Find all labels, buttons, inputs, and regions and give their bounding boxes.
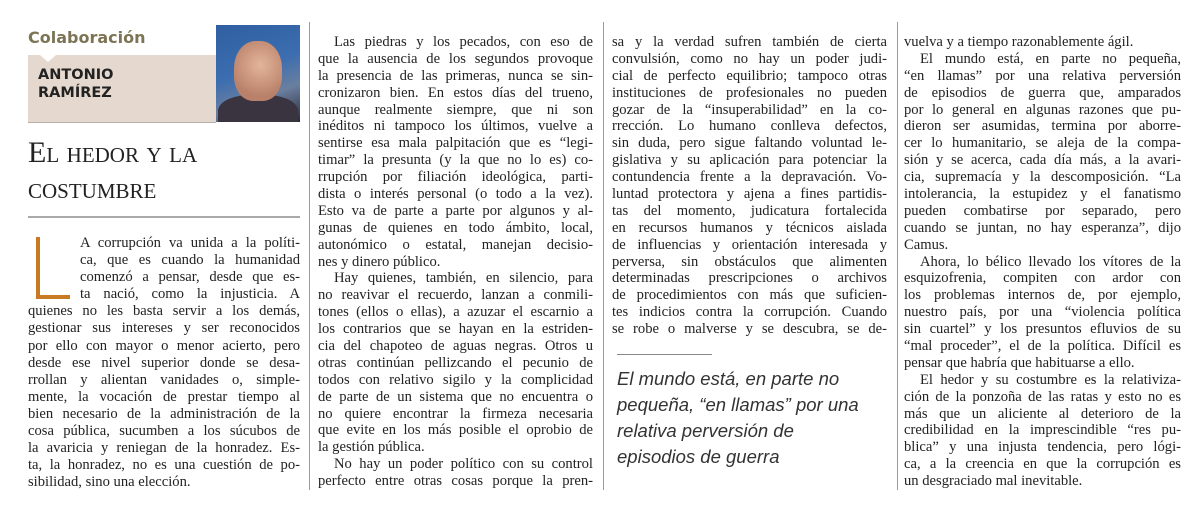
- text-line: determinadas prescripciones o archivos: [612, 270, 887, 287]
- text-line: Las piedras y los pecados, con eso de: [334, 34, 593, 50]
- text-line: sin duda, pero sigue faltando voluntad le-: [612, 135, 887, 152]
- text-line: Camus.: [904, 236, 949, 253]
- text-line: de episodios de guerra que, amparados: [904, 84, 1181, 101]
- text-line: nes y dinero público.: [318, 253, 441, 270]
- text-line: nuestro país, por una “violencia política: [904, 304, 1181, 321]
- text-line: rrollan y alientan vanidades o, simple-: [28, 371, 300, 388]
- text-line: de influencias y orientación interesada y: [612, 236, 887, 253]
- text-line: más que un aliciente al deterioro de la: [904, 405, 1181, 422]
- text-line: un desgraciado mal inevitable.: [904, 473, 1083, 490]
- column-rule: [309, 22, 310, 490]
- text-line: cer lo humanitario, se aleja de la compa-: [904, 135, 1181, 152]
- column-rule: [603, 22, 604, 490]
- text-line: gozar de la “insuperabilidad” en la co-: [612, 101, 887, 118]
- text-line: contundencia frente a la depravación. Vo-: [612, 169, 887, 186]
- text-line: cosa pública, sucumben a los súcubos de: [28, 423, 300, 440]
- paragraph: [318, 34, 593, 270]
- text-line: cuando se juntan, no hay esperanza”, dijo: [904, 219, 1181, 236]
- article-column-2: [318, 34, 593, 490]
- article-column-3: [612, 34, 887, 338]
- paragraph: [904, 372, 1181, 490]
- text-line: pueden combatirse por separado, pero: [904, 202, 1181, 219]
- text-line: gunas de quienes en todo ámbito, local,: [318, 219, 593, 236]
- text-line: ca, que es cuando la humanidad: [80, 252, 300, 269]
- text-line: El mundo está, en parte no pequeña,: [920, 50, 1181, 67]
- text-line: mente, la vocación de prestar tiempo al: [28, 388, 300, 405]
- paragraph: [904, 254, 1181, 372]
- text-line: credibilidad en la imprescindible “res pu-: [904, 422, 1181, 439]
- text-line: bien necesario de la administración de la: [28, 405, 300, 422]
- text-line: dieron ser asumidas, termina por aborre-: [904, 118, 1181, 135]
- text-line: rrección. Lo humano conlleva defectos,: [612, 118, 887, 135]
- text-line: gislativa y su aplicación para potenciar la: [612, 152, 887, 169]
- text-line: la gestión pública.: [318, 439, 425, 456]
- text-line: rrupción por filiación ideológica, parti-: [318, 169, 593, 186]
- text-line: esquizofrenia, compiten con ardor con: [904, 270, 1181, 287]
- text-line: cronizaron bien. En estos días del trueno,: [318, 84, 593, 101]
- title-line: El hedor y la: [28, 136, 198, 169]
- text-line: El hedor y su costumbre es la relativiza-: [920, 371, 1181, 388]
- text-line: autonómico o estatal, manejan decisio-: [318, 236, 593, 253]
- pull-quote-line: pequeña, “en llamas” por una: [617, 394, 859, 415]
- title-line: costumbre: [28, 172, 157, 205]
- text-line: sa y la verdad sufren también de cierta: [612, 34, 887, 50]
- text-line: Hay quienes, también, en silencio, para: [334, 270, 593, 287]
- paragraph: [318, 456, 593, 490]
- text-line: sión y se acerca, cada día más, a la avari-: [904, 152, 1181, 169]
- text-line: otras continúan pellizcando el pecunio de: [318, 354, 593, 371]
- text-line: se robe o malverse y se descubra, se de-: [612, 321, 887, 338]
- text-line: timar” la presunta (y la que no lo es) co-: [318, 152, 593, 169]
- text-line: tas del momento, judicatura fortalecida: [612, 202, 887, 219]
- text-line: “en llamas” por una relativa perversión: [904, 67, 1181, 84]
- text-line: “mal proceder”, el de la política. Difícil es: [904, 338, 1181, 355]
- pull-quote-line: relativa perversión de: [617, 420, 794, 441]
- article-column-4: [904, 34, 1181, 490]
- paragraph: [318, 270, 593, 456]
- article-title: [28, 135, 197, 207]
- text-line: los contrarios que se hayan en la estriden-: [318, 321, 593, 338]
- text-line: pensar que habría que habituarse a ello.: [904, 354, 1135, 371]
- text-line: blica” y una injusta tendencia, pero lógi-: [904, 439, 1181, 456]
- text-line: por ello con mayor o menor acierto, pero: [28, 337, 300, 354]
- text-line: todos con relativo sigilo y la complicidad: [318, 371, 593, 388]
- text-line: No hay un poder político con su control: [334, 456, 593, 473]
- text-line: instituciones de profesionales no pueden: [612, 84, 887, 101]
- author-name: [38, 66, 113, 102]
- text-line: ca, a la creencia en que la corrupción es: [904, 456, 1181, 473]
- text-line: que la ausencia de los segundos provoque: [318, 50, 593, 67]
- author-photo: [216, 25, 300, 122]
- text-line: sentirse esa mala palpitación que es “legi-: [318, 135, 593, 152]
- author-last-name: RAMÍREZ: [38, 85, 112, 101]
- text-line: tones (ellos o ellas), a azuzar el escarnio a: [318, 304, 593, 321]
- column-rule: [897, 22, 898, 490]
- pull-quote-rule: [617, 354, 712, 355]
- text-line: de parte de un sistema que no encuentra o: [318, 388, 593, 405]
- text-line: la presencia de las primeras, nunca se sin-: [318, 67, 593, 84]
- paragraph: [612, 34, 887, 338]
- text-line: gestionar sus intereses y ser reconocidos: [28, 320, 300, 337]
- paragraph: [904, 51, 1181, 254]
- text-line: de procedimientos con más que suficien-: [612, 287, 887, 304]
- text-line: luntad protectora y ajena a fines partidis-: [612, 186, 887, 203]
- text-line: Ahora, lo bélico llevado los vítores de la: [920, 253, 1181, 270]
- text-line: no reavivar el recuerdo, lanzan a conmili-: [318, 287, 593, 304]
- text-line: tes indicios contra la corrupción. Cuando: [612, 304, 887, 321]
- text-line: aunque realmente siempre, que ni son: [318, 101, 593, 118]
- pull-quote: [617, 366, 887, 470]
- text-line: cia, supremacía y la descomposición. “La: [904, 169, 1181, 186]
- text-line: no quiere encontrar la firmeza necesaria: [318, 405, 593, 422]
- text-line: que evite en los más posible el oprobio de: [318, 422, 593, 439]
- text-line: perfecto entre otras cosas porque la pren-: [318, 473, 593, 490]
- text-line: cial de perfecto equilibrio; tampoco otras: [612, 67, 887, 84]
- text-line: sibilidad, sino una elección.: [28, 474, 191, 491]
- text-line: dista o interés personal (o todo a la vez).: [318, 186, 593, 203]
- text-line: ta, la honradez, no es una cuestión de po-: [28, 457, 300, 474]
- section-kicker: Colaboración: [28, 28, 146, 47]
- text-line: cia del chapoteo de aguas negras. Otros u: [318, 338, 593, 355]
- paragraph: [904, 34, 1181, 51]
- pull-quote-line: El mundo está, en parte no: [617, 368, 840, 389]
- title-divider: [28, 216, 300, 218]
- text-line: desde ese nivel superior donde se desa-: [28, 354, 300, 371]
- text-line: sin cuartel” y los presuntos efluvios de su: [904, 321, 1181, 338]
- text-line: comenzó a pensar, desde que es-: [80, 269, 300, 286]
- text-line: intolerancia, la estupidez y el fanatismo: [904, 186, 1181, 203]
- text-line: inéditos ni tampoco los últimos, vuelve a: [318, 118, 593, 135]
- author-name-box: [28, 55, 216, 123]
- text-line: vuelva y a tiempo razonablemente ágil.: [904, 34, 1134, 50]
- pull-quote-line: episodios de guerra: [617, 446, 780, 467]
- paragraph: [28, 235, 300, 491]
- text-line: A corrupción va unida a la políti-: [80, 235, 300, 251]
- author-first-name: ANTONIO: [38, 67, 114, 83]
- text-line: ción de la ponzoña de las ratas y esto no es: [904, 388, 1181, 405]
- text-line: en recursos humanos y técnicos aislada: [612, 219, 887, 236]
- text-line: por lo general en algunas razones que pu-: [904, 101, 1181, 118]
- text-line: convulsión, como no hay un poder judi-: [612, 50, 887, 67]
- text-line: los problemas internos de, por ejemplo,: [904, 287, 1181, 304]
- article-column-1: [28, 235, 300, 491]
- text-line: Esto va de parte a parte por algunos y al-: [318, 202, 593, 219]
- text-line: quienes no les basta servir a los demás,: [28, 303, 300, 320]
- text-line: perversa, sin obstáculos que alimenten: [612, 253, 887, 270]
- text-line: ta nació, como la injusticia. A: [80, 286, 300, 303]
- text-line: la avaricia y reniegan de la honradez. Es-: [28, 440, 300, 457]
